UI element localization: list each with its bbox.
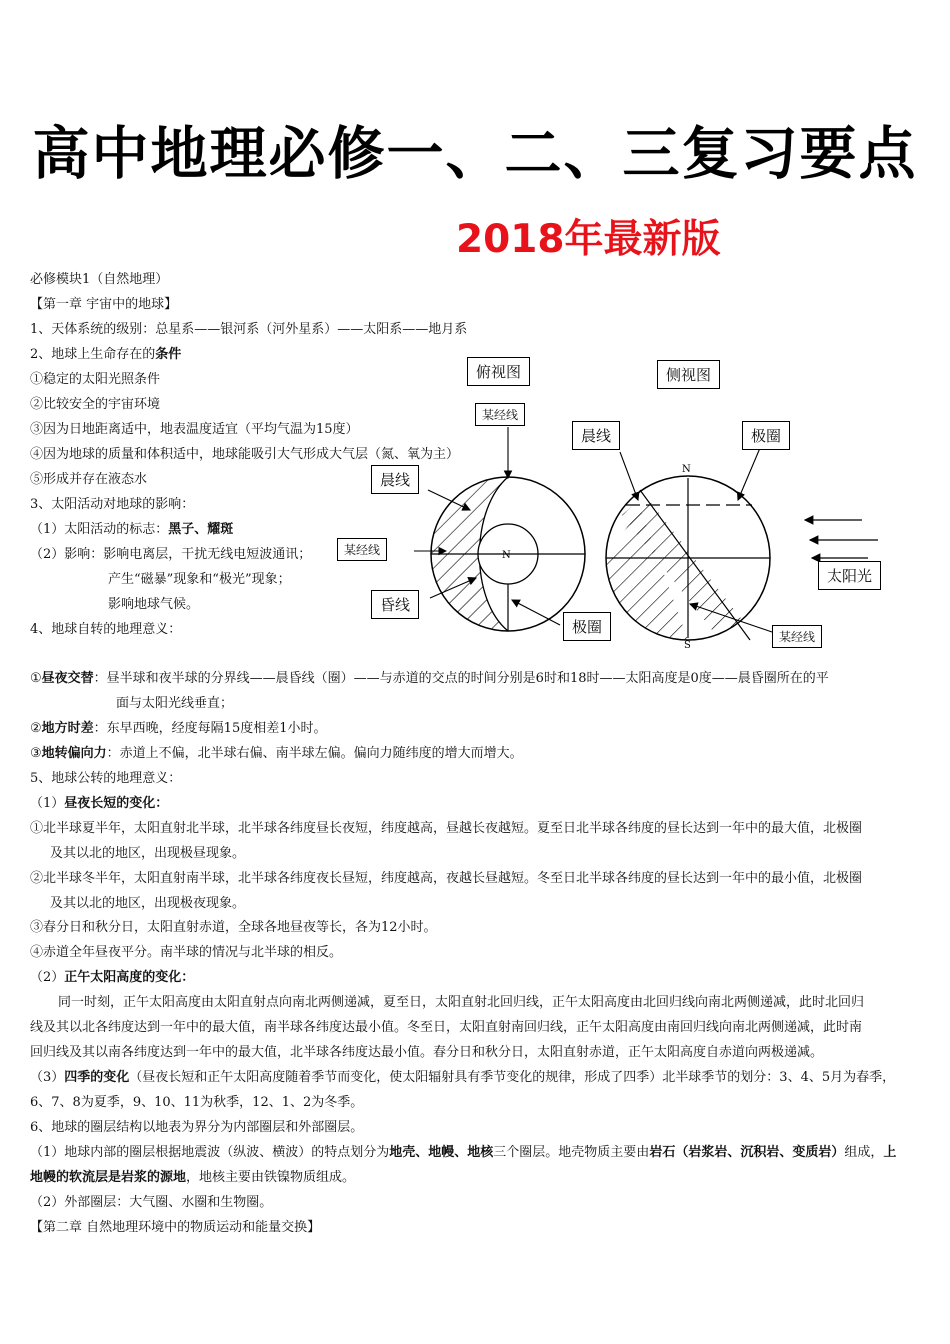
s2-item: ⑤形成并存在液态水 <box>30 472 148 487</box>
section-3: 3、太阳活动对地球的影响： <box>30 497 195 512</box>
side-view-south-pole: S <box>684 640 691 651</box>
s5-2-paragraph: 同一时刻，正午太阳高度由太阳直射点向南北两侧递减，夏至日，太阳直射北回归线，正午太阳高度由北回归线向南北两侧递减，此时北回归 <box>58 995 865 1010</box>
s5-1-item: ①北半球夏半年，太阳直射北半球，北半球各纬度昼长夜短，纬度越高，昼越长夜越短。夏至日北半球各纬度的昼长达到一年中的最大值，北极圈 <box>30 821 863 836</box>
s5-1-item-cont: 及其以北的地区，出现极夜现象。 <box>50 896 246 911</box>
s5-1-item: ③春分日和秋分日，太阳直射赤道，全球各地昼夜等长，各为12小时。 <box>30 920 437 935</box>
sunlight-arrows <box>805 520 878 558</box>
label-meridian-side: 某经线 <box>772 625 822 648</box>
section-5: 5、地球公转的地理意义： <box>30 771 182 786</box>
s2-item: ③因为日地距离适中，地表温度适宜（平均气温为15度） <box>30 422 359 437</box>
s2-item: ①稳定的太阳光照条件 <box>30 372 161 387</box>
edition-subtitle: 2018年最新版 <box>456 217 721 262</box>
s5-sub-2: （2）正午太阳高度的变化： <box>30 970 195 985</box>
label-top-view: 俯视图 <box>467 357 530 386</box>
s5-1-item: ④赤道全年昼夜平分。南半球的情况与北半球的相反。 <box>30 945 343 960</box>
label-dusk-line: 昏线 <box>371 590 419 619</box>
label-polar-circle-side: 极圈 <box>742 421 790 450</box>
s3-item-2: （2）影响：影响电离层，干扰无线电短波通讯； <box>30 547 312 562</box>
section-1: 1、天体系统的级别：总星系——银河系（河外星系）——太阳系——地月系 <box>30 322 468 337</box>
s5-2-paragraph: 线及其以北各纬度达到一年中的最大值，南半球各纬度达最小值。冬至日，太阳直射南回归线，正午太阳高度由南回归线向南北两侧递减，此时南 <box>30 1020 863 1035</box>
section-4: 4、地球自转的地理意义： <box>30 622 182 637</box>
section-2: 2、地球上生命存在的条件 <box>30 347 182 362</box>
label-dawn-line-top: 晨线 <box>371 465 419 494</box>
label-dawn-line-side: 晨线 <box>572 421 620 450</box>
s4-item: ③地转偏向力：赤道上不偏，北半球右偏、南半球左偏。偏向力随纬度的增大而增大。 <box>30 746 523 761</box>
side-view-north-pole: N <box>682 464 691 475</box>
s5-sub-1: （1）昼夜长短的变化： <box>30 796 169 811</box>
s5-2-paragraph: 回归线及其以南各纬度达到一年中的最大值，北半球各纬度达最小值。春分日和秋分日，太阳直射赤道，正午太阳高度自赤道向两极递减。 <box>30 1045 824 1060</box>
s6-item-1: （1）地球内部的圈层根据地震波（纵波、横波）的特点划分为地壳、地幔、地核三个圈层。地壳物质主要由岩石（岩浆岩、沉积岩、变质岩）组成，上 <box>30 1145 897 1160</box>
s5-1-item: ②北半球冬半年，太阳直射南半球，北半球各纬度夜长昼短，纬度越高，夜越长昼越短。冬至日北半球各纬度的昼长达到一年中的最小值，北极圈 <box>30 871 863 886</box>
chapter-1-heading: 【第一章 宇宙中的地球】 <box>30 297 178 312</box>
label-polar-circle-top: 极圈 <box>563 612 611 641</box>
s3-item-2-cont: 产生“磁暴”现象和“极光”现象； <box>108 572 291 587</box>
s5-1-item-cont: 及其以北的地区，出现极昼现象。 <box>50 846 246 861</box>
s4-item-cont: 面与太阳光线垂直； <box>116 696 234 711</box>
s5-sub-3-cont: 6、7、8为夏季，9、10、11为秋季，12、1、2为冬季。 <box>30 1095 364 1110</box>
top-view-north-pole: N <box>502 550 511 561</box>
s3-item-1: （1）太阳活动的标志：黑子、耀斑 <box>30 522 234 537</box>
top-view-globe <box>431 477 585 631</box>
s6-item-2: （2）外部圈层：大气圈、水圈和生物圈。 <box>30 1195 273 1210</box>
chapter-2-heading: 【第二章 自然地理环境中的物质运动和能量交换】 <box>30 1220 321 1235</box>
s6-item-1-cont: 地幔的软流层是岩浆的源地，地核主要由铁镍物质组成。 <box>30 1170 356 1185</box>
s4-item: ②地方时差：东早西晚，经度每隔15度相差1小时。 <box>30 721 327 736</box>
s2-item: ④因为地球的质量和体积适中，地球能吸引大气形成大气层（氮、氧为主） <box>30 447 460 462</box>
section-6: 6、地球的圈层结构以地表为界分为内部圈层和外部圈层。 <box>30 1120 364 1135</box>
label-side-view: 侧视图 <box>657 360 720 389</box>
s4-item: ①昼夜交替：昼半球和夜半球的分界线——晨昏线（圈）——与赤道的交点的时间分别是6时和18时——太阳高度是0度——晨昏圈所在的平 <box>30 671 829 686</box>
label-meridian-left: 某经线 <box>337 538 387 561</box>
label-sunlight: 太阳光 <box>818 561 881 590</box>
s2-item: ②比较安全的宇宙环境 <box>30 397 161 412</box>
module-heading: 必修模块1（自然地理） <box>30 272 169 287</box>
label-meridian-top: 某经线 <box>475 403 525 426</box>
page-title: 高中地理必修一、二、三复习要点 <box>32 121 918 187</box>
s5-sub-3: （3）四季的变化（昼夜长短和正午太阳高度随着季节而变化，使太阳辐射具有季节变化的规律，形成了四季）北半球季节的划分：3、4、5月为春季， <box>30 1070 896 1085</box>
s3-item-2-cont: 影响地球气候。 <box>108 597 200 612</box>
